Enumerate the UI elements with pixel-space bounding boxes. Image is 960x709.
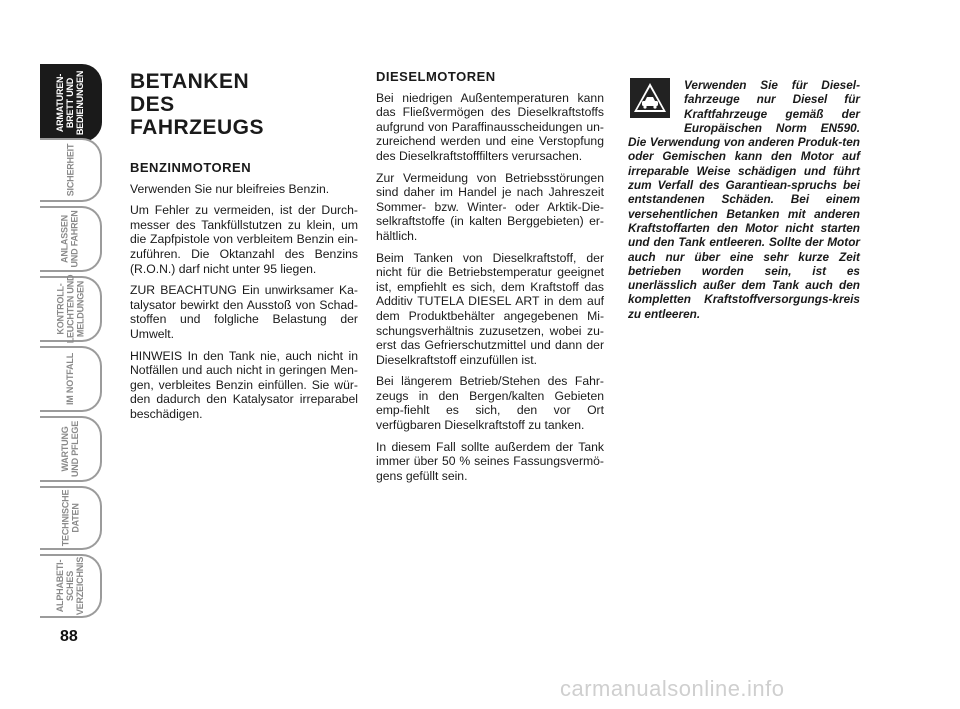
tab-label: KONTROLL- LEUCHTEN UND MELDUNGEN [55, 274, 86, 344]
tab-technische-daten[interactable] [40, 486, 102, 550]
warning-text: Verwenden Sie für Diesel-fahrzeuge nur Diesel für Kraftfahrzeuge gemäß der Europäischen Norm EN590. Die Verwendung von anderen Produk-ten oder Gemischen kann den Motor auf irreparable Weise schädigen und führt zum Verfall des Garantiean-spruchs bei entstandenen Schäden. Bei einem versehentlichen Betanken mit anderen Kraftstoffarten den Motor nicht starten und den Tank entleeren. Sollte der Motor auch nur über eine sehr kurze Zeit betrieben worden sein, ist es unerlässlich außer dem Tank auch den kompletten Kraftstoffversorgungs-kreis zu entleeren. [628, 78, 860, 321]
tab-label: ANLASSEN UND FAHREN [59, 210, 80, 268]
tab-verzeichnis[interactable] [40, 554, 102, 618]
tab-label: ALPHABETI- SCHES VERZEICHNIS [55, 556, 85, 616]
tab-armaturenbrett[interactable] [40, 64, 102, 142]
tab-label: IM NOTFALL [65, 353, 75, 405]
page-number: 88 [60, 628, 78, 645]
paragraph: Bei niedrigen Außentemperaturen kann das Fließvermögen des Dieselkraftstoffs aufgrund von Paraffinausscheidungen un-zureichend werden und eine Verstopfung des Dieselkraftstofffilters verursachen. [376, 90, 604, 163]
tab-anlassen[interactable] [40, 206, 102, 272]
tab-wartung[interactable] [40, 416, 102, 482]
paragraph: In diesem Fall sollte außerdem der Tank immer über 50 % seines Fassungsvermö-gens gefüllt sein. [376, 439, 604, 483]
tab-label: ARMATUREN- BRETT UND BEDIENUNGEN [55, 70, 85, 136]
tab-label: WARTUNG UND PFLEGE [59, 420, 80, 478]
paragraph: Zur Vermeidung von Betriebsstörungen sind daher im Handel je nach Jahreszeit Sommer- bzw. Winter- oder Arktik-Die-selkraftstoffe (in kalten Berggebieten) er-hältlich. [376, 170, 604, 243]
paragraph: Beim Tanken von Dieselkraftstoff, der nicht für die Betriebstemperatur geeignet ist, empfiehlt es sich, dem Kraftstoff das Additiv TUTELA DIESEL ART in dem auf dem Produktbehälter angegebenen Mi-schungsverhältnis zuzusetzen, wobei zu-erst das Gefrierschutzmittel und dann der Dieselkraftstoff einzufüllen ist. [376, 250, 604, 367]
paragraph: Verwenden Sie nur bleifreies Benzin. [130, 181, 330, 196]
paragraph: Bei längerem Betrieb/Stehen des Fahr-zeugs in den Bergen/kalten Gebieten emp-fiehlt es sich, den vor Ort verfügbaren Dieselkraftstoff zu tanken. [376, 374, 604, 433]
warning-box [628, 78, 860, 321]
page-title: BETANKEN DES FAHRZEUGS [130, 70, 265, 139]
column-benzin [130, 70, 358, 429]
column-diesel [376, 70, 604, 490]
watermark: carmanualsonline.info [560, 676, 785, 701]
paragraph: Um Fehler zu vermeiden, ist der Durch-messer des Tankfüllstutzen zu klein, um die Zapfpistole von verbleitem Benzin ein-zuführen. Die Oktanzahl des Benzins (R.O.N.) darf nicht unter 95 liegen. [130, 203, 358, 276]
paragraph: ZUR BEACHTUNG Ein unwirksamer Ka-talysator bewirkt den Ausstoß von Schad-stoffen und folgliche Belastung der Umwelt. [130, 283, 358, 341]
warning-car-icon [630, 78, 670, 118]
paragraph: HINWEIS In den Tank nie, auch nicht in Notfällen und auch nicht in geringen Men-gen, verbleites Benzin einfüllen. Sie wür-den dadurch den Katalysator irreparabel beschädigen. [130, 348, 358, 421]
tab-im-notfall[interactable] [40, 346, 102, 412]
tab-kontrollleuchten[interactable] [40, 276, 102, 342]
section-heading-diesel: DIESELMOTOREN [376, 69, 496, 84]
tab-sicherheit[interactable] [40, 138, 102, 202]
tab-label: TECHNISCHE DATEN [59, 489, 80, 547]
section-heading-benzin: BENZINMOTOREN [130, 160, 252, 175]
tab-label: SICHERHEIT [64, 143, 75, 197]
